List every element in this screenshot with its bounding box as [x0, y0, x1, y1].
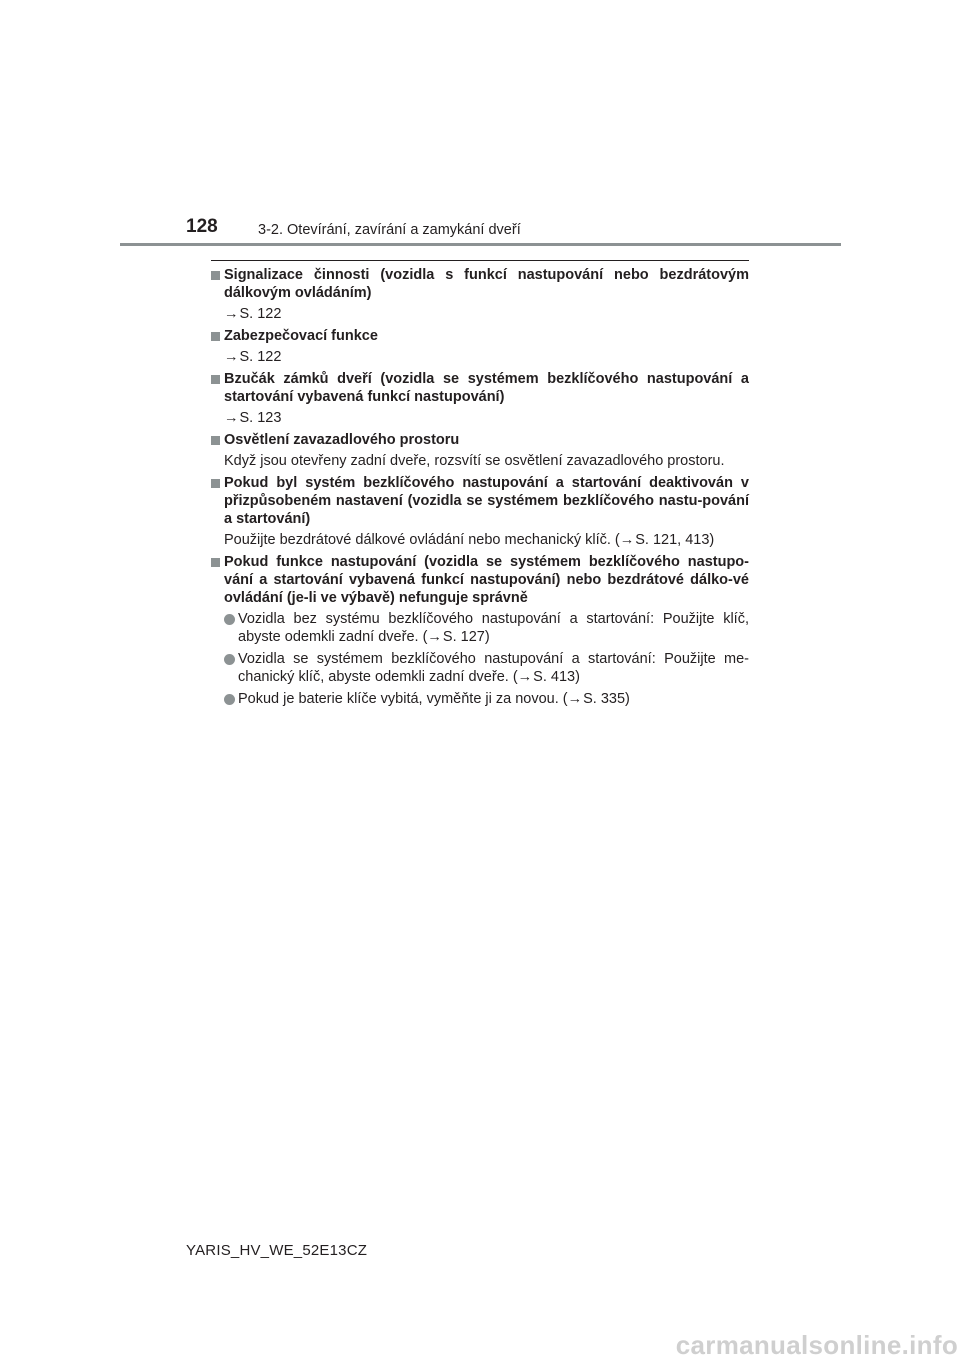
arrow-right-icon: →: [517, 669, 533, 685]
square-bullet-icon: [211, 332, 220, 341]
arrow-right-icon: →: [567, 691, 583, 707]
page-reference[interactable]: →S. 127): [427, 629, 490, 645]
content-rule: [211, 260, 749, 261]
circle-bullet-icon: [224, 614, 235, 625]
arrow-right-icon: →: [224, 306, 239, 322]
page-reference[interactable]: →S. 123: [224, 410, 282, 426]
square-bullet-icon: [211, 479, 220, 488]
arrow-right-icon: →: [619, 532, 635, 548]
page-reference[interactable]: →S. 122: [224, 306, 282, 322]
list-item: Vozidla se systémem bezklíčového nastupování a startování: Použijte me-chanický klíč, abyste odemkli zadní dveře. (→S. 413): [224, 650, 749, 686]
circle-bullet-icon: [224, 694, 235, 705]
item-title: Pokud funkce nastupování (vozidla se systémem bezklíčového nastupo-vání a startování vybavená funkcí nastupování) nebo bezdrátové dálko-vé ovládání (je-li ve výbavě) nefunguje správně: [224, 554, 749, 606]
square-bullet-icon: [211, 271, 220, 280]
section-title: 3-2. Otevírání, zavírání a zamykání dveří: [258, 222, 521, 238]
list-item: Vozidla bez systému bezklíčového nastupování a startování: Použijte klíč, abyste odemkli zadní dveře. (→S. 127): [224, 610, 749, 646]
item-title: Bzučák zámků dveří (vozidla se systémem bezklíčového nastupování a startování vybavená funkcí nastupování): [224, 371, 749, 405]
item-osvetleni: [211, 431, 749, 449]
page-reference[interactable]: →S. 335): [567, 691, 630, 707]
item-title: Osvětlení zavazadlového prostoru: [224, 432, 460, 448]
footer-code: YARIS_HV_WE_52E13CZ: [186, 1242, 368, 1259]
page-number: 128: [186, 216, 218, 237]
arrow-right-icon: →: [427, 629, 442, 645]
item-title: Pokud byl systém bezklíčového nastupování a startování deaktivován v přizpůsobeném nastavení (vozidla se systémem bezklíčového nastu-pování a startování): [224, 475, 749, 527]
arrow-right-icon: →: [224, 349, 239, 365]
square-bullet-icon: [211, 558, 220, 567]
content: [211, 266, 749, 712]
paragraph: Použijte bezdrátové dálkové ovládání nebo mechanický klíč. (→S. 121, 413): [224, 532, 715, 548]
arrow-right-icon: →: [224, 410, 239, 426]
page-reference[interactable]: →S. 121, 413): [619, 532, 715, 548]
paragraph: Když jsou otevřeny zadní dveře, rozsvítí se osvětlení zavazadlového prostoru.: [224, 453, 725, 469]
item-nefunguje: [211, 553, 749, 607]
item-signalizace: [211, 266, 749, 302]
page-reference[interactable]: →S. 413): [517, 669, 580, 685]
list-item: Pokud je baterie klíče vybitá, vyměňte ji za novou. (→S. 335): [224, 690, 749, 708]
item-deaktivovan: [211, 474, 749, 528]
item-title: Zabezpečovací funkce: [224, 328, 378, 344]
page-reference[interactable]: →S. 122: [224, 349, 282, 365]
header-rule: [120, 243, 841, 246]
item-title: Signalizace činnosti (vozidla s funkcí nastupování nebo bezdrátovým dálkovým ovládáním): [224, 267, 749, 301]
square-bullet-icon: [211, 375, 220, 384]
item-bzucak: [211, 370, 749, 406]
circle-bullet-icon: [224, 654, 235, 665]
item-zabezpecovaci-funkce: [211, 327, 749, 345]
square-bullet-icon: [211, 436, 220, 445]
watermark[interactable]: carmanualsonline.info: [675, 1330, 958, 1360]
